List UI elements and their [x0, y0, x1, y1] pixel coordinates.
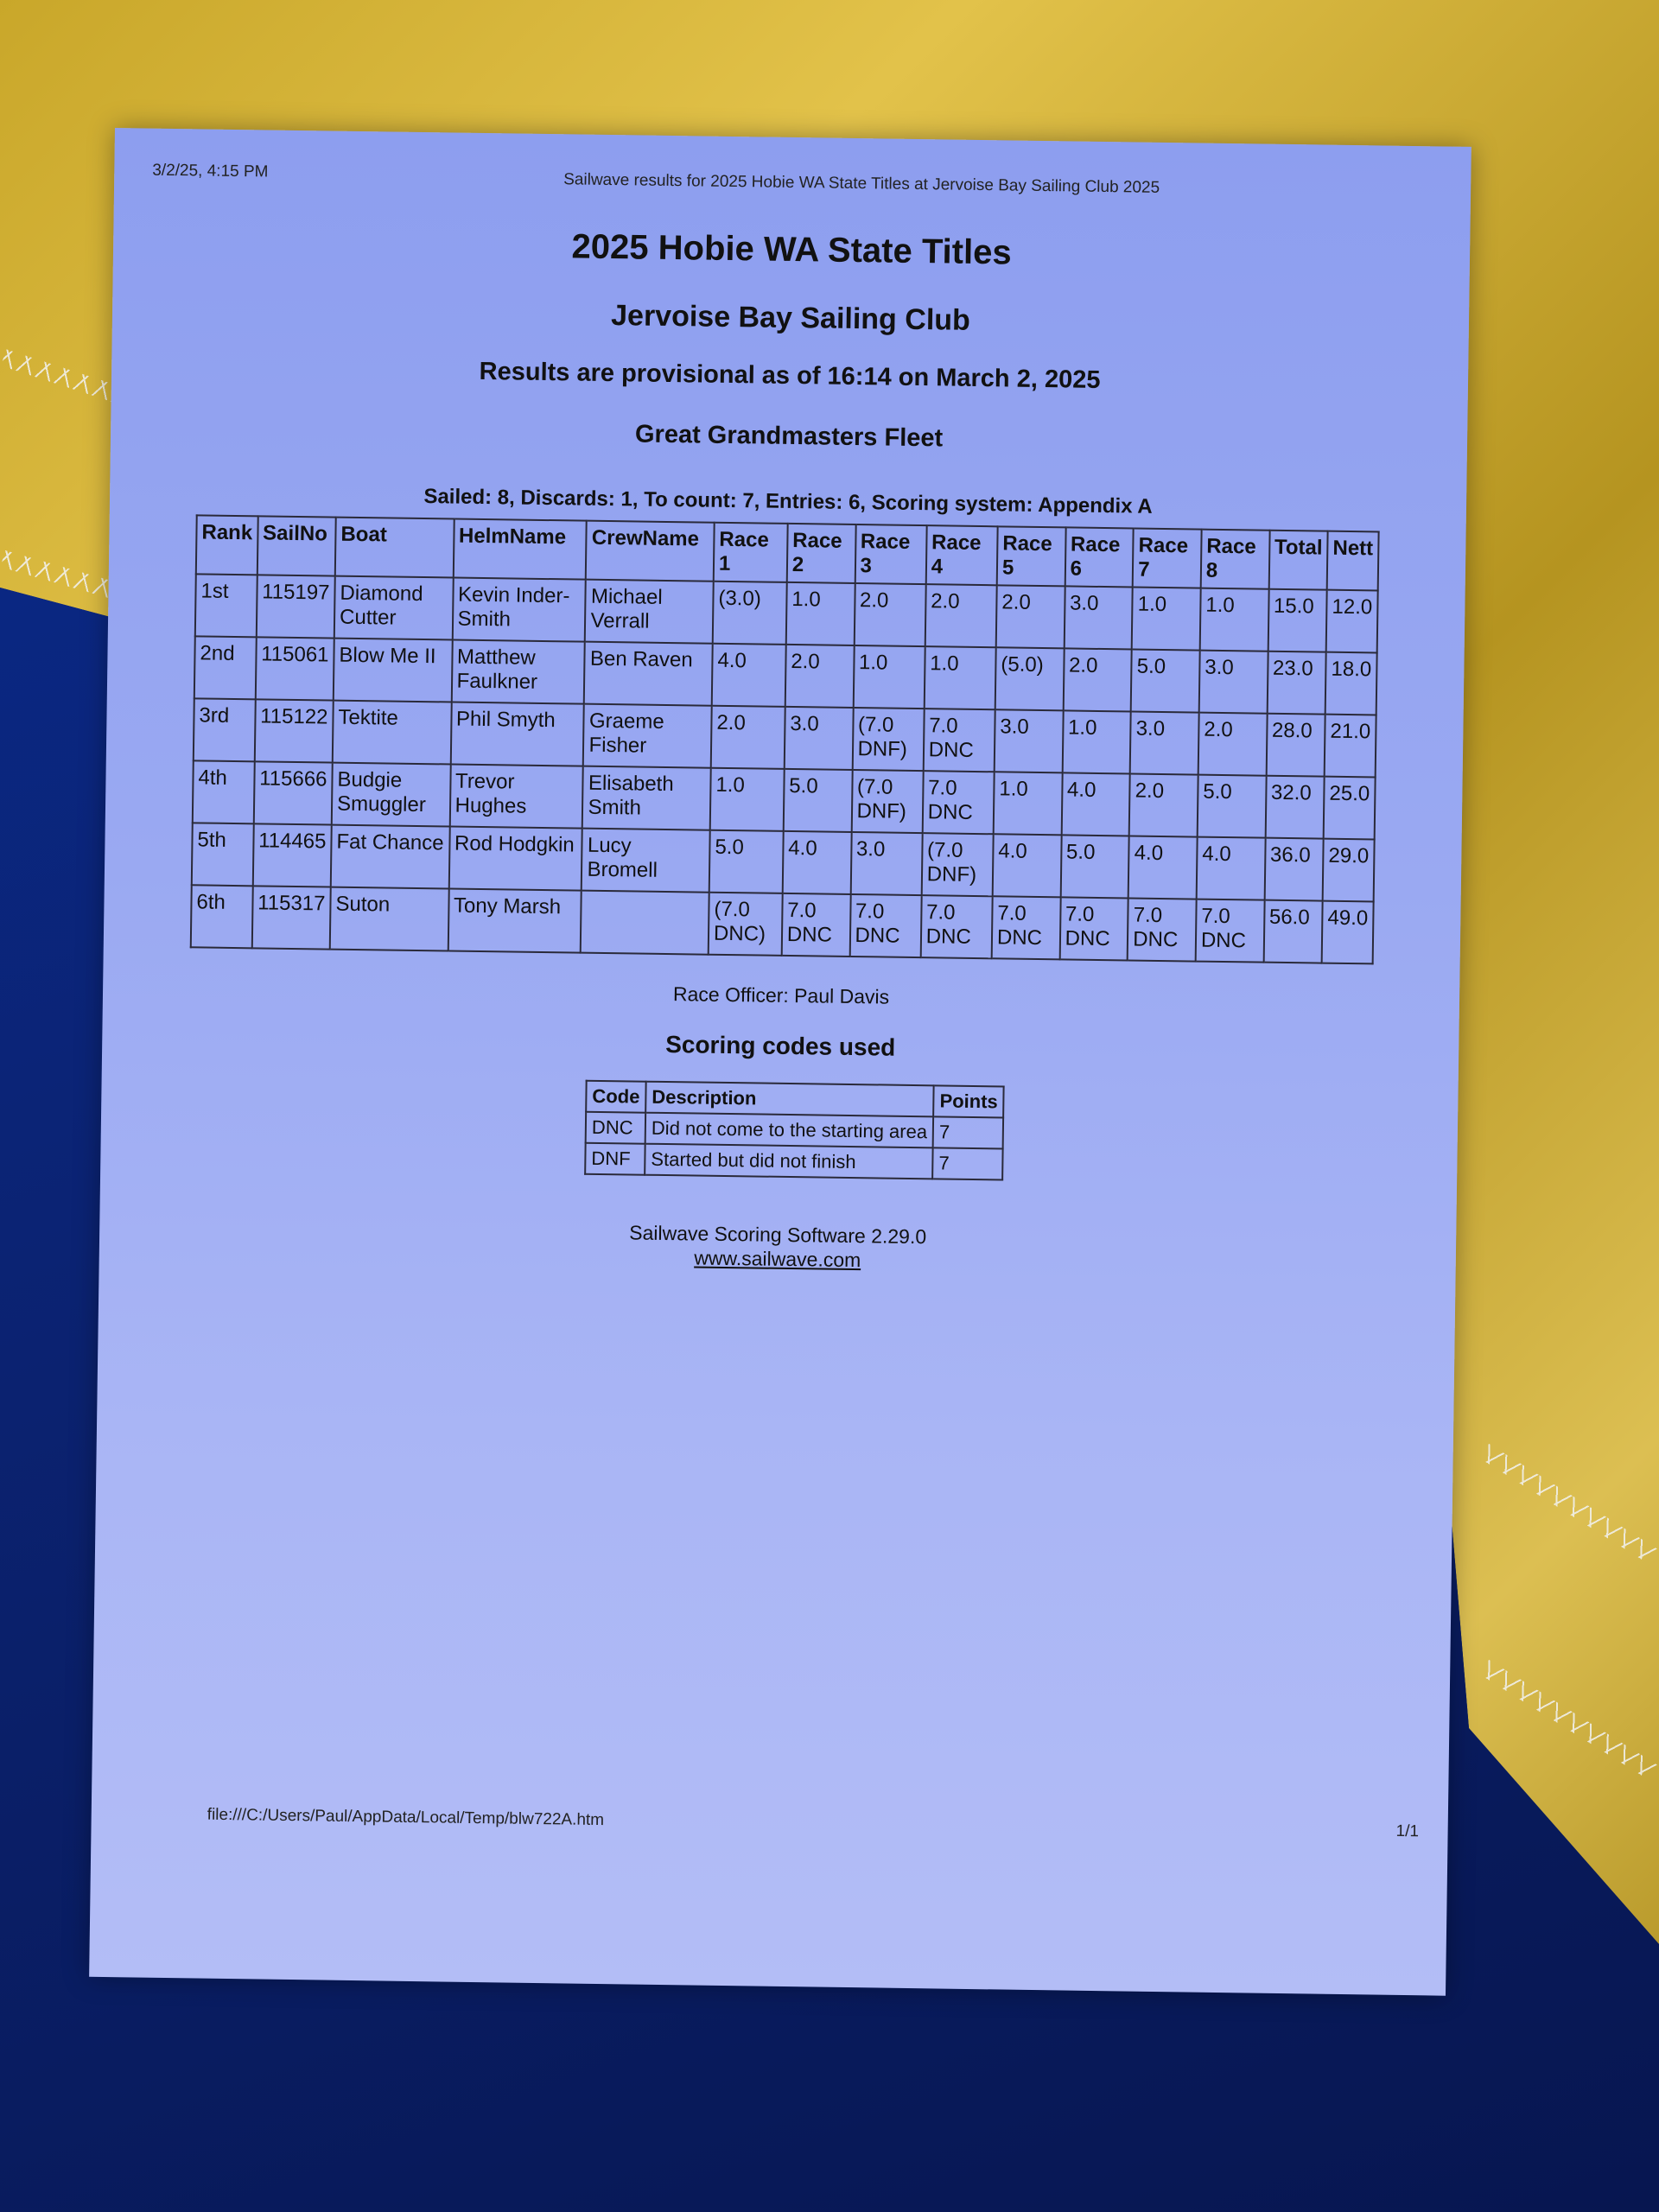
table-cell: 115317	[251, 886, 330, 949]
table-cell: 1.0	[1200, 588, 1269, 652]
codes-col-header: Points	[933, 1085, 1004, 1117]
table-cell: Suton	[330, 887, 449, 951]
codes-cell: Started but did not finish	[645, 1144, 933, 1179]
table-cell: 4.0	[1197, 837, 1266, 900]
table-cell: 2.0	[854, 583, 925, 646]
codes-col-header: Code	[586, 1081, 645, 1113]
table-cell: 7.0 DNC	[992, 896, 1061, 959]
table-cell: 7.0 DNC	[1128, 898, 1197, 961]
table-cell: 5.0	[1198, 775, 1267, 838]
table-cell: 2.0	[1129, 773, 1198, 836]
table-cell: 15.0	[1268, 589, 1327, 652]
table-cell: 3.0	[1199, 651, 1268, 714]
venue-title: Jervoise Bay Sailing Club	[610, 299, 971, 337]
table-cell: 2.0	[1198, 713, 1268, 776]
table-cell: 4.0	[1061, 772, 1130, 836]
table-cell: 7.0 DNC	[849, 894, 921, 957]
table-cell: 6th	[191, 885, 253, 948]
software-credit	[99, 1213, 1457, 1281]
table-cell: 4.0	[993, 834, 1062, 897]
event-title: 2025 Hobie WA State Titles	[571, 227, 1012, 272]
table-cell: 114465	[252, 823, 331, 887]
table-cell: 1.0	[786, 582, 855, 645]
table-cell: 3.0	[785, 707, 854, 770]
table-cell: 2nd	[194, 636, 257, 699]
table-cell: 49.0	[1322, 901, 1374, 964]
table-cell: 5.0	[784, 769, 853, 832]
table-cell: Phil Smyth	[450, 702, 584, 766]
table-cell: 115197	[256, 575, 334, 638]
table-cell: Rod Hodgkin	[448, 826, 582, 890]
table-cell: Budgie Smuggler	[332, 763, 451, 827]
results-printout	[89, 128, 1471, 1996]
results-col-header: Race 6	[1065, 527, 1134, 587]
table-cell: 3.0	[1064, 586, 1133, 649]
table-cell: 25.0	[1324, 777, 1376, 840]
print-datetime: 3/2/25, 4:15 PM	[152, 161, 269, 181]
provisional-note: Results are provisional as of 16:14 on March 2, 2025	[479, 357, 1101, 394]
race-officer: Race Officer: Paul Davis	[672, 982, 890, 1008]
table-cell: Tektite	[333, 701, 452, 765]
table-cell: Michael Verrall	[585, 580, 713, 644]
table-cell: 18.0	[1325, 652, 1377, 715]
results-body	[191, 574, 1378, 963]
results-col-header: Boat	[335, 518, 454, 578]
table-cell: 4th	[193, 760, 255, 823]
table-cell: 4.0	[1128, 836, 1198, 899]
table-cell: 115061	[255, 637, 334, 700]
table-cell: Kevin Inder-Smith	[452, 578, 586, 642]
table-cell: Graeme Fisher	[583, 704, 711, 768]
results-col-header: Race 8	[1201, 530, 1270, 589]
table-cell: 7.0 DNC	[1196, 899, 1265, 963]
table-cell: 1st	[195, 574, 257, 637]
table-cell: Trevor Hughes	[449, 764, 583, 828]
scoring-codes-table	[584, 1080, 1005, 1181]
table-cell: 1.0	[1062, 710, 1131, 773]
results-col-header: Race 3	[855, 524, 926, 584]
codes-cell: 7	[932, 1147, 1003, 1179]
table-cell: 36.0	[1264, 838, 1324, 901]
table-cell: (3.0)	[713, 582, 787, 645]
print-page-title: Sailwave results for 2025 Hobie WA State Titles at Jervoise Bay Sailing Club 2025	[563, 170, 1160, 197]
results-col-header: Race 5	[997, 526, 1066, 586]
table-cell: (7.0 DNF)	[851, 770, 923, 833]
table-cell: (7.0 DNC)	[709, 893, 783, 956]
table-cell: 2.0	[785, 645, 855, 708]
codes-col-header: Description	[645, 1082, 934, 1117]
table-cell: 21.0	[1325, 715, 1376, 778]
table-cell: 56.0	[1263, 900, 1323, 963]
table-cell: 5.0	[709, 830, 784, 893]
table-cell: 2.0	[925, 584, 996, 647]
table-cell: 7.0 DNC	[782, 893, 851, 957]
sailwave-link[interactable]: www.sailwave.com	[694, 1246, 861, 1272]
fleet-title: Great Grandmasters Fleet	[634, 420, 944, 453]
table-cell: 4.0	[783, 831, 852, 894]
table-cell: 5th	[192, 823, 254, 886]
results-col-header: Nett	[1327, 531, 1379, 591]
table-cell: 1.0	[853, 645, 925, 709]
table-cell: 115666	[253, 761, 332, 824]
table-cell: 5.0	[1131, 649, 1200, 712]
table-cell: 32.0	[1265, 776, 1325, 839]
table-cell: 115122	[254, 699, 333, 762]
table-cell: Blow Me II	[334, 639, 453, 702]
table-cell: Diamond Cutter	[334, 576, 454, 640]
table-cell: 7.0 DNC	[922, 771, 994, 834]
scoring-codes-title: Scoring codes used	[664, 1031, 896, 1061]
table-cell: Lucy Bromell	[582, 829, 709, 893]
software-name: Sailwave Scoring Software 2.29.0	[629, 1221, 927, 1249]
table-cell: 3.0	[995, 709, 1064, 772]
table-cell: 3.0	[850, 832, 922, 895]
results-col-header: CrewName	[586, 521, 714, 582]
table-cell: 2.0	[711, 706, 785, 769]
results-col-header: SailNo	[257, 516, 335, 575]
results-col-header: Race 4	[925, 525, 997, 585]
codes-body	[585, 1112, 1003, 1180]
table-cell: Elisabeth Smith	[582, 766, 710, 830]
table-cell: (5.0)	[995, 647, 1065, 710]
table-cell: 7.0 DNC	[1059, 897, 1128, 960]
table-cell	[581, 891, 709, 955]
table-cell: 29.0	[1323, 839, 1375, 902]
table-cell: Tony Marsh	[448, 888, 582, 952]
codes-cell: DNF	[585, 1143, 645, 1175]
table-cell: Matthew Faulkner	[451, 640, 585, 704]
table-cell: 4.0	[712, 644, 786, 707]
results-col-header: HelmName	[453, 519, 587, 580]
series-summary: Sailed: 8, Discards: 1, To count: 7, Entries: 6, Scoring system: Appendix A	[423, 485, 1153, 518]
table-cell: 28.0	[1266, 714, 1325, 777]
codes-cell: 7	[933, 1116, 1004, 1148]
codes-cell: Did not come to the starting area	[645, 1113, 934, 1148]
table-cell: 1.0	[710, 768, 785, 831]
file-path: file:///C:/Users/Paul/AppData/Local/Temp/blw722A.htm	[207, 1805, 605, 1830]
table-cell: (7.0 DNF)	[921, 833, 993, 896]
table-cell: 3.0	[1130, 711, 1199, 774]
table-cell: 7.0 DNC	[920, 895, 992, 958]
page-number: 1/1	[1395, 1821, 1420, 1841]
results-col-header: Race 2	[787, 524, 856, 583]
table-cell: 23.0	[1267, 652, 1326, 715]
table-cell: Fat Chance	[331, 825, 450, 889]
results-col-header: Race 7	[1133, 529, 1202, 588]
table-cell: (7.0 DNF)	[852, 708, 924, 771]
results-col-header: Rank	[196, 515, 258, 575]
table-cell: 1.0	[924, 646, 995, 709]
results-table	[190, 514, 1380, 964]
table-cell: 2.0	[1063, 648, 1132, 711]
table-cell: 2.0	[996, 585, 1065, 648]
table-cell: 7.0 DNC	[923, 709, 995, 772]
table-cell: 3rd	[194, 698, 256, 761]
codes-row	[585, 1143, 1003, 1180]
results-col-header: Race 1	[714, 523, 788, 582]
table-cell: 1.0	[1132, 587, 1201, 650]
table-cell: Ben Raven	[584, 642, 712, 706]
table-cell: 5.0	[1060, 835, 1129, 898]
table-cell: 1.0	[994, 772, 1063, 835]
codes-cell: DNC	[586, 1112, 645, 1144]
table-cell: 12.0	[1326, 590, 1378, 653]
results-col-header: Total	[1268, 531, 1327, 590]
